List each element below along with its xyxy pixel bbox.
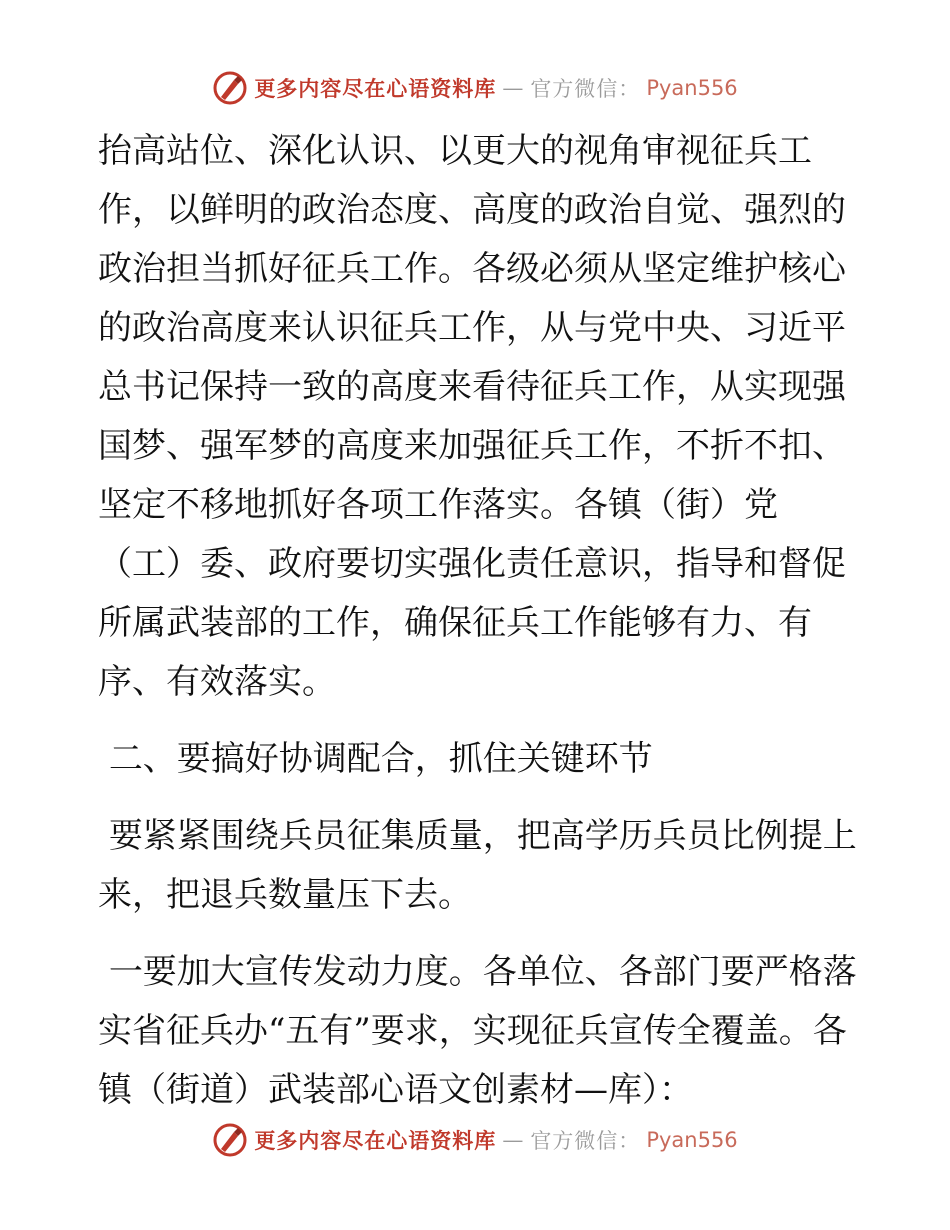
body-paragraph-1: 抬高站位、深化认识、以更大的视角审视征兵工作，以鲜明的政治态度、高度的政治自觉、强烈的政治担当抓好征兵工作。各级必须从坚定维护核心的政治高度来认识征兵工作，从与党中央、习近平总书记保持一致的高度来看待征兵工作，从实现强国梦、强军梦的高度来加强征兵工作，不折不扣、坚定不移地抓好各项工作落实。各镇（街）党（工）委、政府要切实强化责任意识，指导和督促所属武装部的工作，确保征兵工作能够有力、有序、有效落实。 (98, 131, 846, 702)
watermark-main-text: 更多内容尽在心语资料库 (254, 76, 497, 101)
pen-logo-icon (212, 70, 248, 106)
watermark-wechat-id: Pyan556 (646, 76, 738, 100)
watermark-official-label: 官方微信： (530, 1129, 641, 1153)
watermark-dash: — (502, 76, 525, 100)
pen-logo-icon (212, 1122, 248, 1158)
body-paragraph-3: 一要加大宣传发动力度。各单位、各部门要严格落实省征兵办“五有”要求，实现征兵宣传全覆盖。各镇（街道）武装部心语文创素材—库）： (98, 952, 857, 1110)
watermark-footer (0, 1122, 950, 1158)
watermark-official-label: 官方微信： (530, 77, 641, 101)
watermark-header (0, 70, 950, 106)
section-heading-2: 二、要搞好协调配合，抓住关键环节 (98, 739, 653, 779)
document-body (98, 122, 858, 1120)
watermark-wechat-id: Pyan556 (646, 1128, 738, 1152)
body-paragraph-2: 要紧紧围绕兵员征集质量，把高学历兵员比例提上来，把退兵数量压下去。 (98, 816, 857, 915)
watermark-dash: — (502, 1128, 525, 1152)
watermark-main-text: 更多内容尽在心语资料库 (254, 1128, 497, 1153)
